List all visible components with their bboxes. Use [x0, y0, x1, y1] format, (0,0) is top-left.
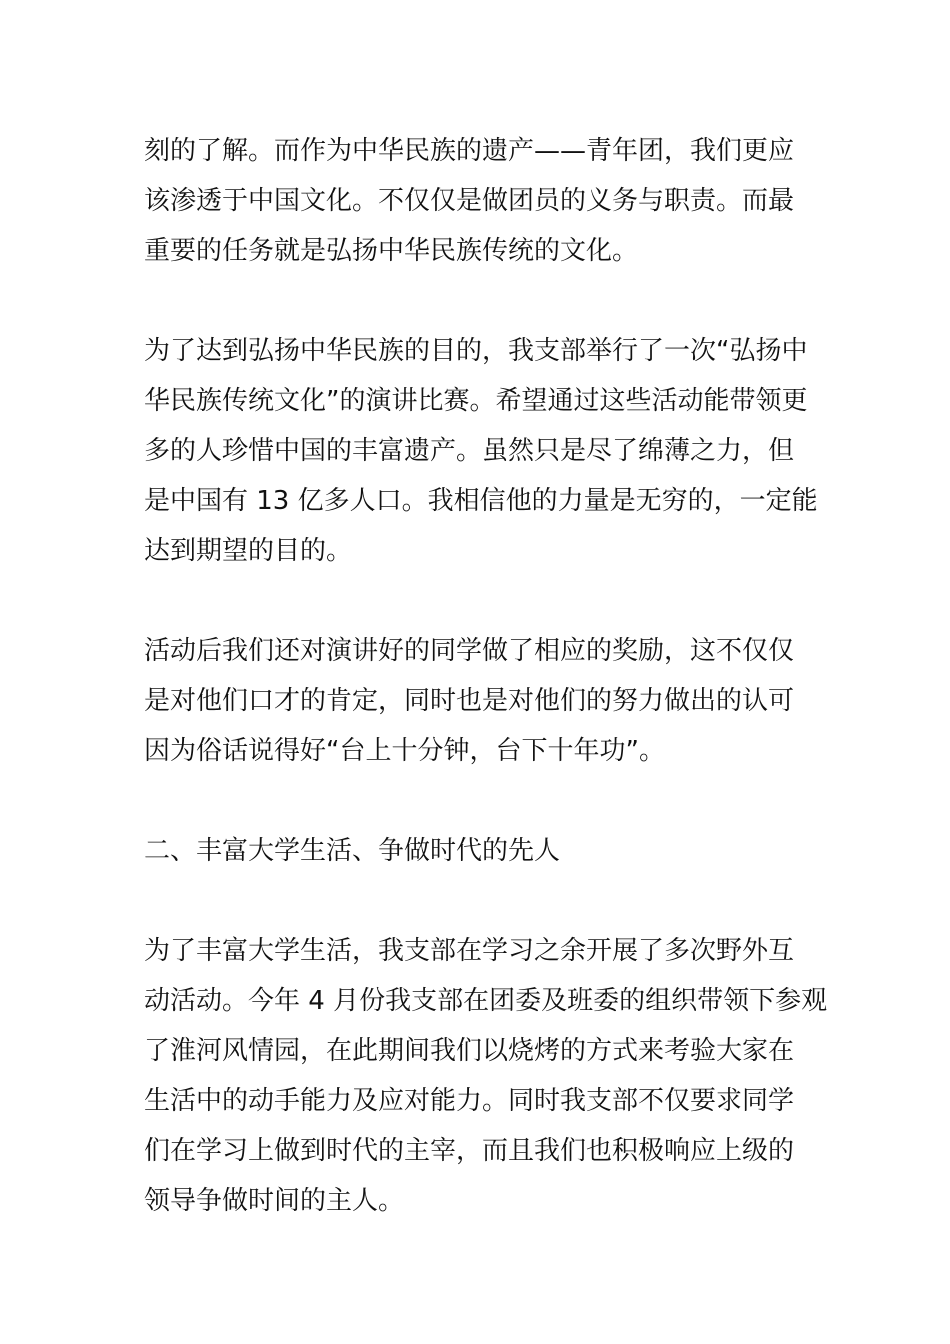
text-line: 了淮河风情园，在此期间我们以烧烤的方式来考验大家在 [144, 1036, 795, 1066]
text-line: 华民族传统文化”的演讲比赛。希望通过这些活动能带领更 [144, 386, 808, 416]
paragraph-spacer [144, 776, 812, 826]
text-line: 重要的任务就是弘扬中华民族传统的文化。 [144, 236, 639, 266]
text-line: 多的人珍惜中国的丰富遗产。虽然只是尽了绵薄之力，但 [144, 436, 795, 466]
paragraph-p2 [144, 326, 818, 576]
text-line: 领导争做时间的主人。 [144, 1186, 405, 1216]
paragraph-p3 [144, 626, 812, 776]
paragraph-spacer [144, 876, 812, 926]
text-line: 活动后我们还对演讲好的同学做了相应的奖励，这不仅仅 [144, 636, 795, 666]
text-line: 为了达到弘扬中华民族的目的，我支部举行了一次“弘扬中 [144, 336, 808, 366]
section-heading [144, 826, 812, 876]
paragraph-spacer [144, 276, 812, 326]
text-line: 刻的了解。而作为中华民族的遗产——青年团，我们更应 [144, 136, 795, 166]
text-line: 该渗透于中国文化。不仅仅是做团员的义务与职责。而最 [144, 186, 795, 216]
text-line: 生活中的动手能力及应对能力。同时我支部不仅要求同学 [144, 1086, 795, 1116]
heading-line: 二、丰富大学生活、争做时代的先人 [144, 836, 561, 866]
text-line: 是对他们口才的肯定，同时也是对他们的努力做出的认可 [144, 686, 795, 716]
paragraph-p4 [144, 926, 828, 1226]
text-line: 动活动。今年 4 月份我支部在团委及班委的组织带领下参观 [144, 986, 828, 1016]
paragraph-p1 [144, 126, 812, 276]
text-line: 为了丰富大学生活，我支部在学习之余开展了多次野外互 [144, 936, 795, 966]
text-line: 因为俗话说得好“台上十分钟，台下十年功”。 [144, 736, 665, 766]
document-page [144, 126, 828, 1226]
text-line: 们在学习上做到时代的主宰，而且我们也积极响应上级的 [144, 1136, 795, 1166]
paragraph-spacer [144, 576, 812, 626]
text-line: 是中国有 13 亿多人口。我相信他的力量是无穷的，一定能 [144, 486, 818, 516]
text-line: 达到期望的目的。 [144, 536, 353, 566]
